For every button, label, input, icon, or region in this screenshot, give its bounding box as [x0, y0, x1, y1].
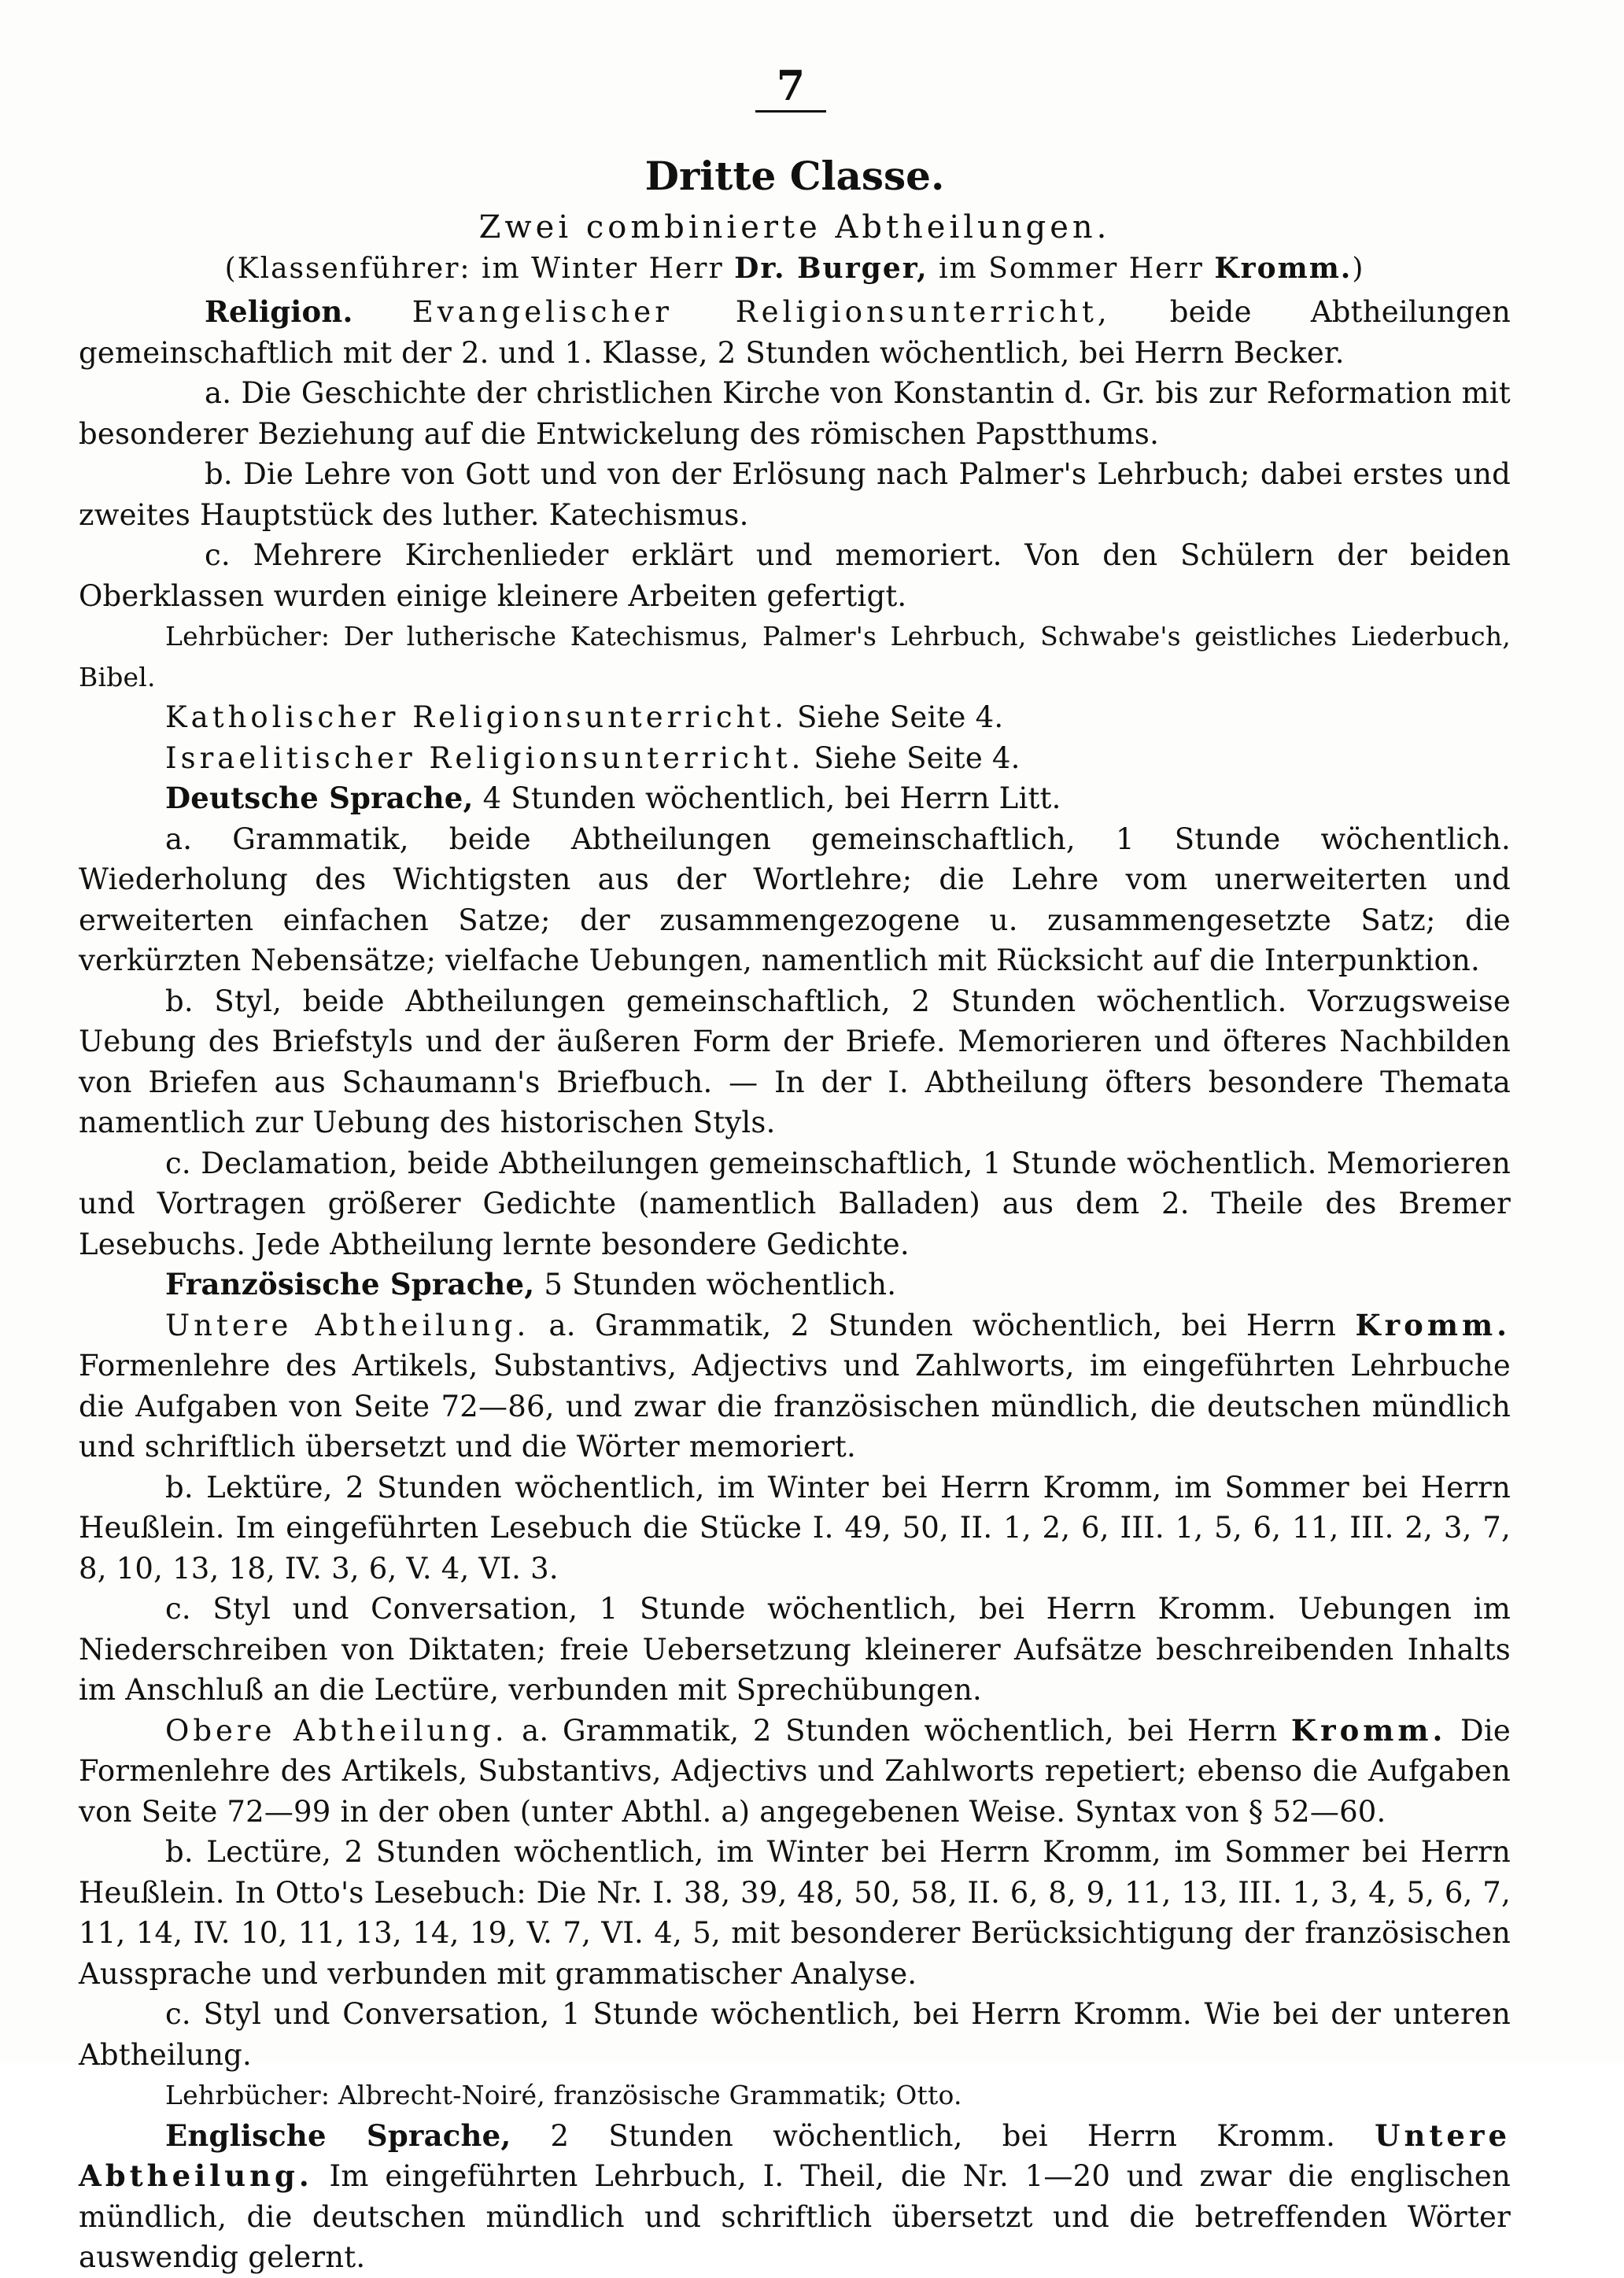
page-body	[79, 140, 1511, 2278]
religion-textbooks: Lehrbücher: Der lutherische Katechismus, Palmer's Lehrbuch, Schwabe's geistliches Liederbuch, Bibel.	[79, 621, 1511, 692]
french-lower-a-teacher: Kromm.	[1355, 1307, 1511, 1342]
page-number: 7	[755, 63, 826, 113]
leader-summer: Kromm.	[1214, 252, 1353, 285]
english-heading: Englische Sprache,	[165, 2117, 511, 2153]
english-heading-text: 2 Stunden wöchentlich, bei Herrn Kromm.	[550, 2118, 1336, 2153]
subtitle: Zwei combinierte Abtheilungen.	[478, 209, 1111, 246]
french-lower-heading: Untere Abtheilung.	[165, 1308, 530, 1342]
french-lower-a-post: Formenlehre des Artikels, Substantivs, Adjectivs und Zahlworts, im eingeführten Lehrbuche die Aufgaben von Seite 72—86, und zwar die französischen mündlich, die deutschen mündlich und schriftlich übersetzt und die Wörter memoriert.	[79, 1349, 1511, 1464]
israelite-heading: Israelitischer Religionsunterricht.	[165, 740, 805, 775]
french-upper-heading: Obere Abtheilung.	[165, 1713, 508, 1748]
french-upper-a-teacher: Kromm.	[1290, 1712, 1447, 1748]
german-item-a: a. Grammatik, beide Abtheilungen gemeinschaftlich, 1 Stunde wöchentlich. Wiederholung des Wichtigsten aus der Wortlehre; die Lehre vom unerweiterten und erweiterten einfachen Satze; der zusammengezogene u. zusammengesetzte Satz; die verkürzten Nebensätze; vielfache Uebungen, namentlich mit Rücksicht auf die Interpunktion.	[79, 821, 1511, 977]
religion-heading-text: beide Abtheilungen gemeinschaftlich mit der 2. und 1. Klasse, 2 Stunden wöchentlich, bei Herrn Becker.	[79, 295, 1511, 370]
leader-suffix: )	[1352, 253, 1365, 285]
religion-heading-paragraph	[79, 292, 1511, 373]
english-paragraph	[79, 2116, 1511, 2278]
french-lower-c: c. Styl und Conversation, 1 Stunde wöchentlich, bei Herrn Kromm. Uebungen im Niederschreiben von Diktaten; freie Uebersetzung kleinerer Aufsätze beschreibenden Inhalts im Anschluß an die Lectüre, verbunden mit Sprechübungen.	[79, 1592, 1511, 1707]
french-lower-a-pre: a. Grammatik, 2 Stunden wöchentlich, bei Herrn	[548, 1308, 1337, 1342]
french-lower-b: b. Lektüre, 2 Stunden wöchentlich, im Winter bei Herrn Kromm, im Sommer bei Herrn Heußlein. Im eingeführten Lesebuch die Stücke I. 49, 50, II. 1, 2, 6, III. 1, 5, 6, 11, III. 2, 3, 7, 8, 10, 13, 18, IV. 3, 6, V. 4, VI. 3.	[79, 1470, 1511, 1586]
english-text: Im eingeführten Lehrbuch, I. Theil, die Nr. 1—20 und zwar die englischen mündlich, die deutschen mündlich und schriftlich übersetzt und die betreffenden Wörter auswendig gelernt.	[79, 2159, 1511, 2274]
religion-item-b: b. Die Lehre von Gott und von der Erlösung nach Palmer's Lehrbuch; dabei erstes und zweites Hauptstück des luther. Katechismus.	[79, 457, 1511, 532]
german-heading-paragraph	[79, 778, 1511, 819]
leader-prefix: (Klassenführer: im Winter Herr	[224, 253, 724, 285]
german-heading-text: 4 Stunden wöchentlich, bei Herrn Litt.	[482, 781, 1061, 815]
page-title: Dritte Classe.	[644, 153, 945, 199]
religion-item-c: c. Mehrere Kirchenlieder erklärt und memoriert. Von den Schülern der beiden Oberklassen wurden einige kleinere Arbeiten gefertigt.	[79, 538, 1511, 613]
french-upper-b: b. Lectüre, 2 Stunden wöchentlich, im Winter bei Herrn Kromm, im Sommer bei Herrn Heußlein. In Otto's Lesebuch: Die Nr. I. 38, 39, 48, 50, 58, II. 6, 8, 9, 11, 13, III. 1, 3, 4, 5, 6, 7, 11, 14, IV. 10, 11, 13, 14, 19, V. 7, VI. 4, 5, mit besonderer Berücksichtigung der französischen Aussprache und verbunden mit grammatischer Analyse.	[79, 1835, 1511, 1991]
religion-catholic	[79, 697, 1511, 738]
french-upper-a-post: Die Formenlehre des Artikels, Substantivs, Adjectivs und Zahlworts repetiert; ebenso die Aufgaben von Seite 72—99 in der oben (unter Abthl. a) angegebenen Weise. Syntax von § 52—60.	[79, 1713, 1511, 1829]
french-lower-a	[79, 1305, 1511, 1468]
french-heading-paragraph	[79, 1265, 1511, 1305]
religion-evangelical: Evangelischer Religionsunterricht,	[412, 295, 1111, 329]
religion-israelite	[79, 738, 1511, 779]
german-item-c: c. Declamation, beide Abtheilungen gemeinschaftlich, 1 Stunde wöchentlich. Memorieren und Vortragen größerer Gedichte (namentlich Balladen) aus dem 2. Theile des Bremer Lesebuchs. Jede Abtheilung lernte besondere Gedichte.	[79, 1146, 1511, 1261]
class-leader-line	[79, 249, 1511, 289]
french-textbooks: Lehrbücher: Albrecht-Noiré, französische Grammatik; Otto.	[165, 2080, 962, 2110]
religion-item-a: a. Die Geschichte der christlichen Kirche von Konstantin d. Gr. bis zur Reformation mit besonderer Beziehung auf die Entwickelung des römischen Papstthums.	[79, 376, 1511, 451]
english-lower-heading: Untere Abtheilung.	[79, 2117, 1511, 2193]
leader-winter: Dr. Burger,	[734, 252, 928, 285]
leader-mid: im Sommer Herr	[939, 253, 1204, 285]
french-heading-text: 5 Stunden wöchentlich.	[544, 1268, 897, 1301]
french-upper-a	[79, 1711, 1511, 1833]
catholic-heading: Katholischer Religionsunterricht.	[165, 700, 788, 734]
french-upper-a-pre: a. Grammatik, 2 Stunden wöchentlich, bei Herrn	[522, 1713, 1278, 1748]
religion-heading: Religion.	[205, 294, 353, 329]
catholic-text: Siehe Seite 4.	[797, 700, 1004, 734]
german-item-b: b. Styl, beide Abtheilungen gemeinschaftlich, 2 Stunden wöchentlich. Vorzugsweise Uebung des Briefstyls und der äußeren Form der Briefe. Memorieren und öfteres Nachbilden von Briefen aus Schaumann's Briefbuch. — In der I. Abtheilung öfters besondere Themata namentlich zur Uebung des historischen Styls.	[79, 984, 1511, 1139]
french-heading: Französische Sprache,	[165, 1267, 535, 1301]
israelite-text: Siehe Seite 4.	[814, 740, 1021, 775]
french-upper-c: c. Styl und Conversation, 1 Stunde wöchentlich, bei Herrn Kromm. Wie bei der unteren Abtheilung.	[79, 1997, 1511, 2072]
german-heading: Deutsche Sprache,	[165, 781, 474, 815]
